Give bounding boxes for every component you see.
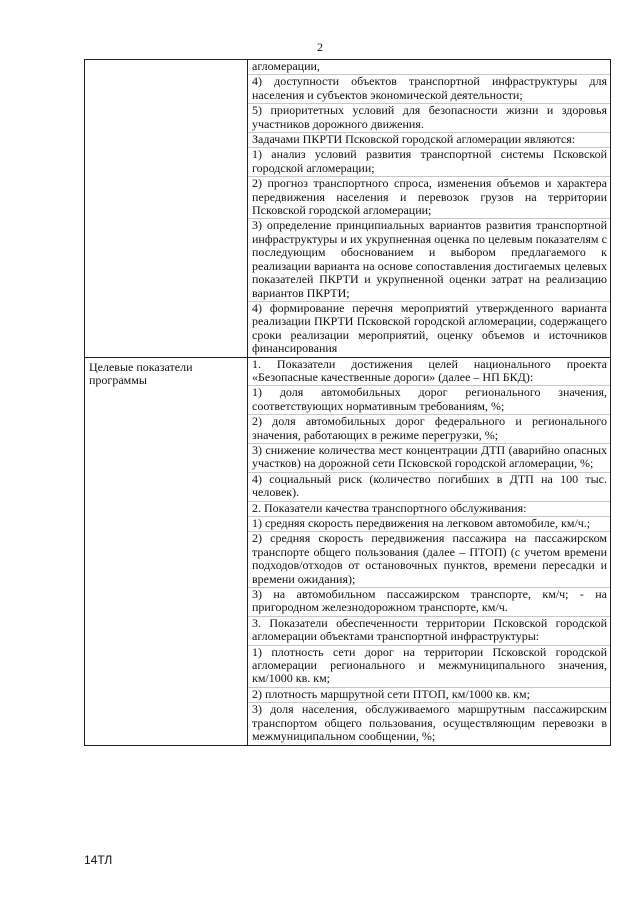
paragraph: 3) определение принципиальных вариантов развития транспортной инфраструктуры и их укрупненная оценка по целевым показателям с последующим обоснованием и выбором предлагаемого к реализации варианта на основе сопоставления достигаемых целевых показателей ПКРТИ и укрупненной оценки затрат на реализацию вариантов ПКРТИ; [248,219,610,301]
paragraph: 1. Показатели достижения целей национального проекта «Безопасные качественные дороги» (далее – НП БКД): [248,358,610,387]
paragraph: 2) прогноз транспортного спроса, изменения объемов и характера передвижения населения и перевозок грузов на территории Псковской городской агломерации; [248,177,610,219]
paragraph: Задачами ПКРТИ Псковской городской агломерации являются: [248,133,610,148]
paragraph: 1) доля автомобильных дорог регионального значения, соответствующих нормативным требованиям, %; [248,386,610,415]
paragraph: 2) средняя скорость передвижения пассажира на пассажирском транспорте общего пользования (далее – ПТОП) (с учетом времени подходов/отходов от остановочных пунктов, времени пересадки и времени ожидания); [248,532,610,588]
row-label-cell [85,60,248,358]
paragraph: 3) снижение количества мест концентрации ДТП (аварийно опасных участков) на дорожной сети Псковской городской агломерации, %; [248,444,610,473]
paragraph: 2. Показатели качества транспортного обслуживания: [248,502,610,517]
paragraph: 1) плотность сети дорог на территории Псковской городской агломерации регионального и межмуниципального значения, км/1000 кв. км; [248,646,610,688]
paragraph: 4) доступности объектов транспортной инфраструктуры для населения и субъектов экономической деятельности; [248,75,610,104]
paragraph: агломерации, [248,60,610,75]
row-content-cell [248,60,611,358]
program-passport-table [84,59,611,746]
paragraph: 3) на автомобильном пассажирском транспорте, км/ч; - на пригородном железнодорожном транспорте, км/ч. [248,588,610,617]
row-label-cell [85,357,248,745]
footer-code: 14ТЛ [84,853,113,867]
paragraph: 2) доля автомобильных дорог федерального и регионального значения, работающих в режиме перегрузки, %; [248,415,610,444]
page-number: 2 [317,40,323,54]
row-label [85,60,247,66]
paragraph: 1) средняя скорость передвижения на легковом автомобиле, км/ч.; [248,517,610,532]
row-label: Целевые показатели программы [89,359,193,387]
paragraph: 3. Показатели обеспеченности территории Псковской городской агломерации объектами транспортной инфраструктуры: [248,617,610,646]
paragraph: 2) плотность маршрутной сети ПТОП, км/1000 кв. км; [248,688,610,703]
row-content-cell [248,357,611,745]
table-row [85,357,611,745]
paragraph: 4) социальный риск (количество погибших в ДТП на 100 тыс. человек). [248,473,610,502]
table-row [85,60,611,358]
paragraph: 5) приоритетных условий для безопасности жизни и здоровья участников дорожного движения. [248,104,610,133]
paragraph: 3) доля населения, обслуживаемого маршрутным пассажирским транспортом общего пользования, осуществляющим перевозки в межмуниципальном сообщении, %; [252,702,607,744]
paragraph: 4) формирование перечня мероприятий утвержденного варианта реализации ПКРТИ Псковской городской агломерации, содержащего сроки реализации мероприятий, оценку объемов и источников финансирования [252,300,607,356]
paragraph: 1) анализ условий развития транспортной системы Псковской городской агломерации; [248,148,610,177]
